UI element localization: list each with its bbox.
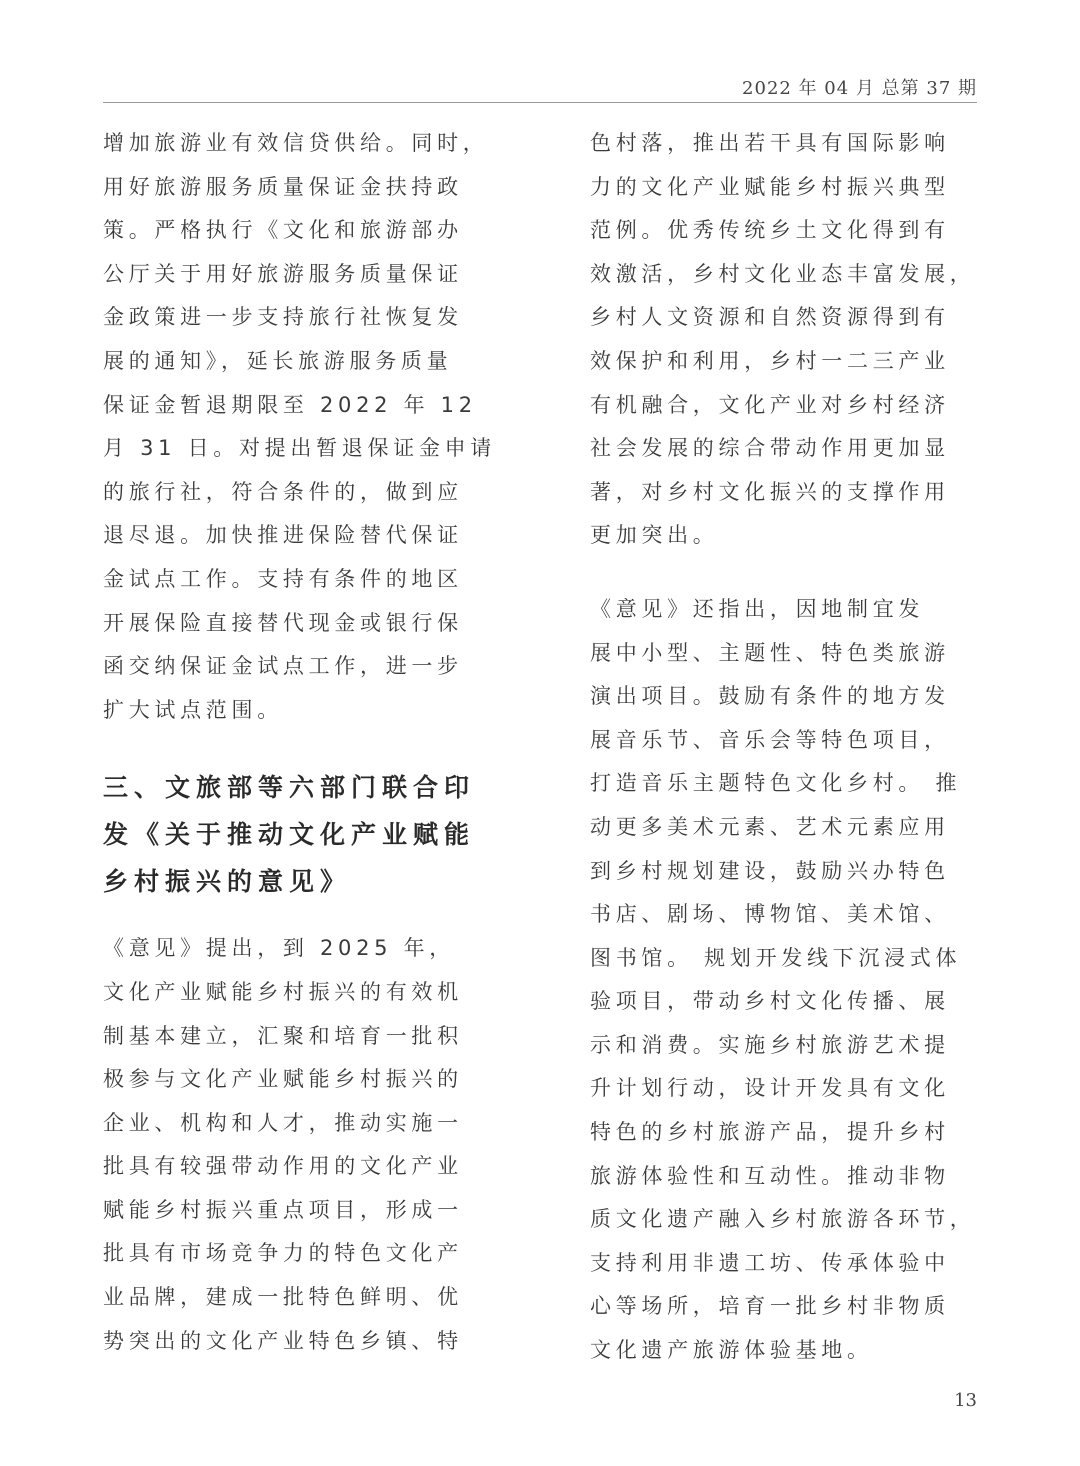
text-line: 图书馆。 规划开发线下沉浸式体 xyxy=(590,945,962,970)
text-line: 金试点工作。支持有条件的地区 xyxy=(103,566,463,591)
text-line: 开展保险直接替代现金或银行保 xyxy=(103,610,463,635)
page-header xyxy=(103,74,977,103)
text-line: 金政策进一步支持旅行社恢复发 xyxy=(103,305,463,330)
text-line: 的旅行社，符合条件的，做到应 xyxy=(103,479,463,504)
text-line: 到乡村规划建设，鼓励兴办特色 xyxy=(590,858,950,883)
text-line: 验项目，带动乡村文化传播、展 xyxy=(590,989,950,1014)
text-line: 力的文化产业赋能乡村振兴典型 xyxy=(590,174,950,199)
text-line: 展的通知》，延长旅游服务质量 xyxy=(103,348,453,373)
text-line: 文化产业赋能乡村振兴的有效机 xyxy=(103,979,463,1004)
text-line: 有机融合，文化产业对乡村经济 xyxy=(590,392,950,417)
right-column xyxy=(590,122,978,1373)
text-line: 业品牌，建成一批特色鲜明、优 xyxy=(103,1285,463,1310)
text-line: 《意见》还指出，因地制宜发 xyxy=(590,596,925,621)
text-line: 批具有较强带动作用的文化产业 xyxy=(103,1154,463,1179)
text-line: 用好旅游服务质量保证金扶持政 xyxy=(103,174,463,199)
text-line: 心等场所，培育一批乡村非物质 xyxy=(590,1294,950,1319)
heading-line: 发《关于推动文化产业赋能 xyxy=(103,820,476,850)
text-line: 支持利用非遗工坊、传承体验中 xyxy=(590,1250,950,1275)
text-line: 效保护和利用，乡村一二三产业 xyxy=(590,348,950,373)
text-line: 企业、机构和人才，推动实施一 xyxy=(103,1110,463,1135)
text-line: 著，对乡村文化振兴的支撑作用 xyxy=(590,479,950,504)
text-line: 范例。优秀传统乡土文化得到有 xyxy=(590,218,950,243)
text-line: 函交纳保证金试点工作，进一步 xyxy=(103,654,463,679)
left-column xyxy=(103,122,496,1363)
text-line: 展音乐节、音乐会等特色项目， xyxy=(590,727,950,752)
text-line: 保证金暂退期限至 2022 年 12 xyxy=(103,392,477,417)
text-line: 展中小型、主题性、特色类旅游 xyxy=(590,640,950,665)
page-number: 13 xyxy=(954,1390,977,1411)
paragraph-loan-policy xyxy=(103,122,496,732)
paragraph-opinion-details xyxy=(590,588,978,1373)
text-line: 赋能乡村振兴重点项目，形成一 xyxy=(103,1197,463,1222)
text-line: 退尽退。加快推进保险替代保证 xyxy=(103,523,463,548)
text-line: 升计划行动，设计开发具有文化 xyxy=(590,1076,950,1101)
text-line: 效激活，乡村文化业态丰富发展， xyxy=(590,261,976,286)
text-line: 公厅关于用好旅游服务质量保证 xyxy=(103,261,463,286)
text-line: 旅游体验性和互动性。推动非物 xyxy=(590,1163,950,1188)
heading-line: 三、文旅部等六部门联合印 xyxy=(103,773,476,803)
text-line: 动更多美术元素、艺术元素应用 xyxy=(590,814,950,839)
text-line: 制基本建立，汇聚和培育一批积 xyxy=(103,1023,463,1048)
section-heading xyxy=(103,764,491,905)
text-line: 月 31 日。对提出暂退保证金申请 xyxy=(103,436,496,461)
text-line: 色村落，推出若干具有国际影响 xyxy=(590,131,950,155)
text-line: 质文化遗产融入乡村旅游各环节， xyxy=(590,1207,976,1232)
text-line: 扩大试点范围。 xyxy=(103,697,283,722)
text-line: 特色的乡村旅游产品，提升乡村 xyxy=(590,1120,950,1145)
text-line: 极参与文化产业赋能乡村振兴的 xyxy=(103,1067,463,1092)
text-line: 批具有市场竞争力的特色文化产 xyxy=(103,1241,463,1266)
paragraph-opinion-goals xyxy=(103,927,491,1363)
text-line: 书店、剧场、博物馆、美术馆、 xyxy=(590,902,950,927)
text-line: 演出项目。鼓励有条件的地方发 xyxy=(590,684,950,709)
text-line: 增加旅游业有效信贷供给。同时， xyxy=(103,131,489,155)
issue-label: 2022 年 04 月 总第 37 期 xyxy=(742,78,977,99)
heading-line: 乡村振兴的意见》 xyxy=(103,867,352,897)
text-line: 社会发展的综合带动作用更加显 xyxy=(590,436,950,461)
text-line: 示和消费。实施乡村旅游艺术提 xyxy=(590,1032,950,1057)
text-line: 打造音乐主题特色文化乡村。 推 xyxy=(590,771,962,796)
text-line: 乡村人文资源和自然资源得到有 xyxy=(590,305,950,330)
text-line: 《意见》提出，到 2025 年， xyxy=(103,936,455,961)
paragraph-rural-villages xyxy=(590,122,978,558)
text-line: 策。严格执行《文化和旅游部办 xyxy=(103,218,463,243)
text-line: 文化遗产旅游体验基地。 xyxy=(590,1338,873,1363)
text-line: 更加突出。 xyxy=(590,523,719,548)
text-line: 势突出的文化产业特色乡镇、特 xyxy=(103,1328,463,1353)
